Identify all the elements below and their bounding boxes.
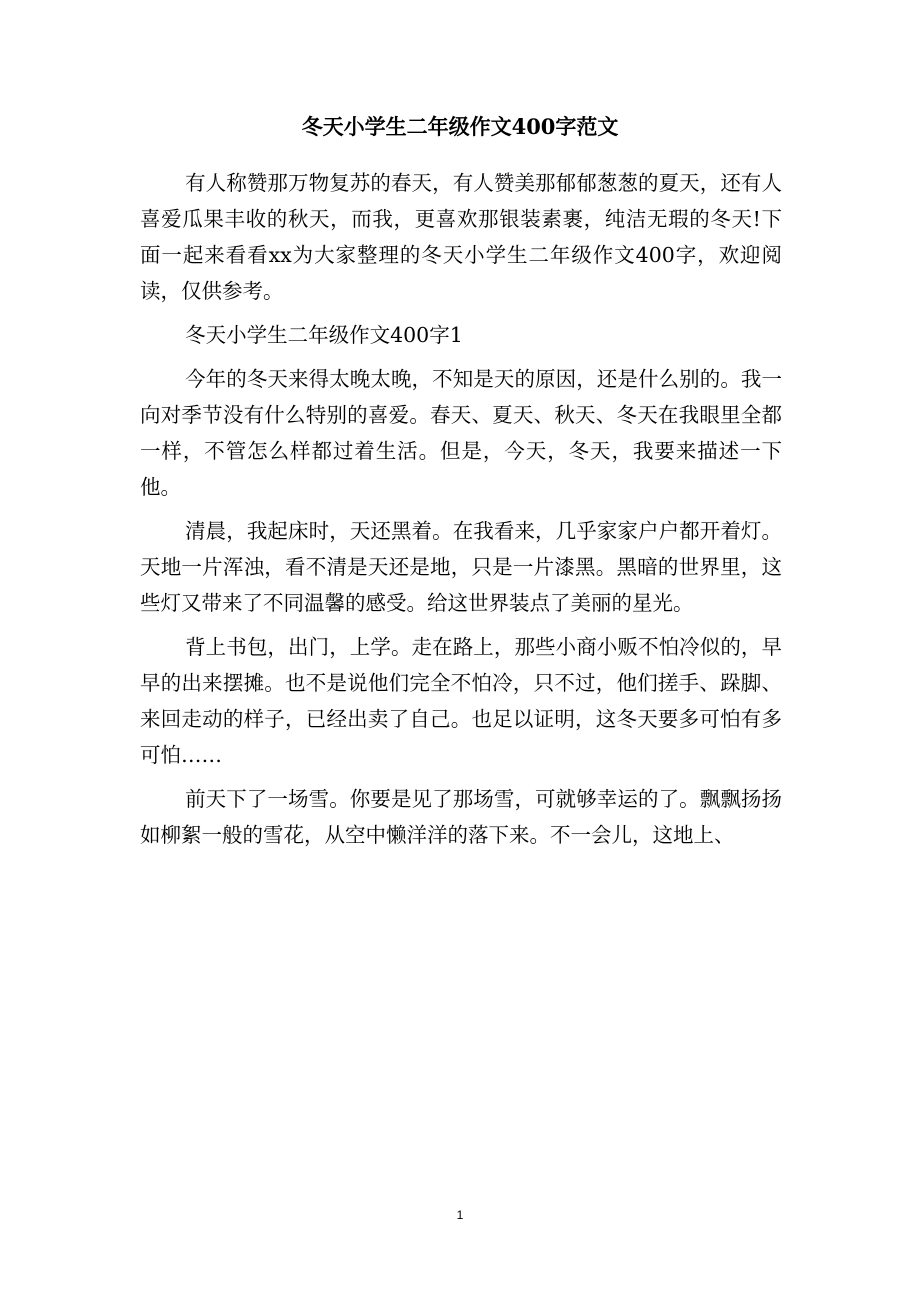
document-body [140,165,782,861]
paragraph: 清晨，我起床时，天还黑着。在我看来，几乎家家户户都开着灯。天地一片浑浊，看不清是天还是地，只是一片漆黑。黑暗的世界里，这些灯又带来了不同温馨的感受。给这世界装点了美丽的星光。 [140,519,782,615]
page-number: 1 [456,1208,464,1222]
paragraph: 前天下了一场雪。你要是见了那场雪，可就够幸运的了。飘飘扬扬如柳絮一般的雪花，从空中懒洋洋的落下来。不一会儿，这地上、 [140,787,782,847]
document-title: 冬天小学生二年级作文400字范文 [301,114,619,139]
paragraph: 背上书包，出门，上学。走在路上，那些小商小贩不怕冷似的，早早的出来摆摊。也不是说他们完全不怕冷，只不过，他们搓手、跺脚、来回走动的样子，已经出卖了自己。也足以证明，这冬天要多可怕有多可怕…… [140,635,782,767]
paragraph-intro: 有人称赞那万物复苏的春天，有人赞美那郁郁葱葱的夏天，还有人喜爱瓜果丰收的秋天，而我，更喜欢那银装素裹，纯洁无瑕的冬天!下面一起来看看xx为大家整理的冬天小学生二年级作文400字，欢迎阅读，仅供参考。 [140,171,782,303]
section-heading: 冬天小学生二年级作文400字1 [185,323,463,347]
paragraph: 今年的冬天来得太晚太晚，不知是天的原因，还是什么别的。我一向对季节没有什么特别的喜爱。春天、夏天、秋天、冬天在我眼里全都一样，不管怎么样都过着生活。但是，今天，冬天，我要来描述一下他。 [140,367,782,499]
